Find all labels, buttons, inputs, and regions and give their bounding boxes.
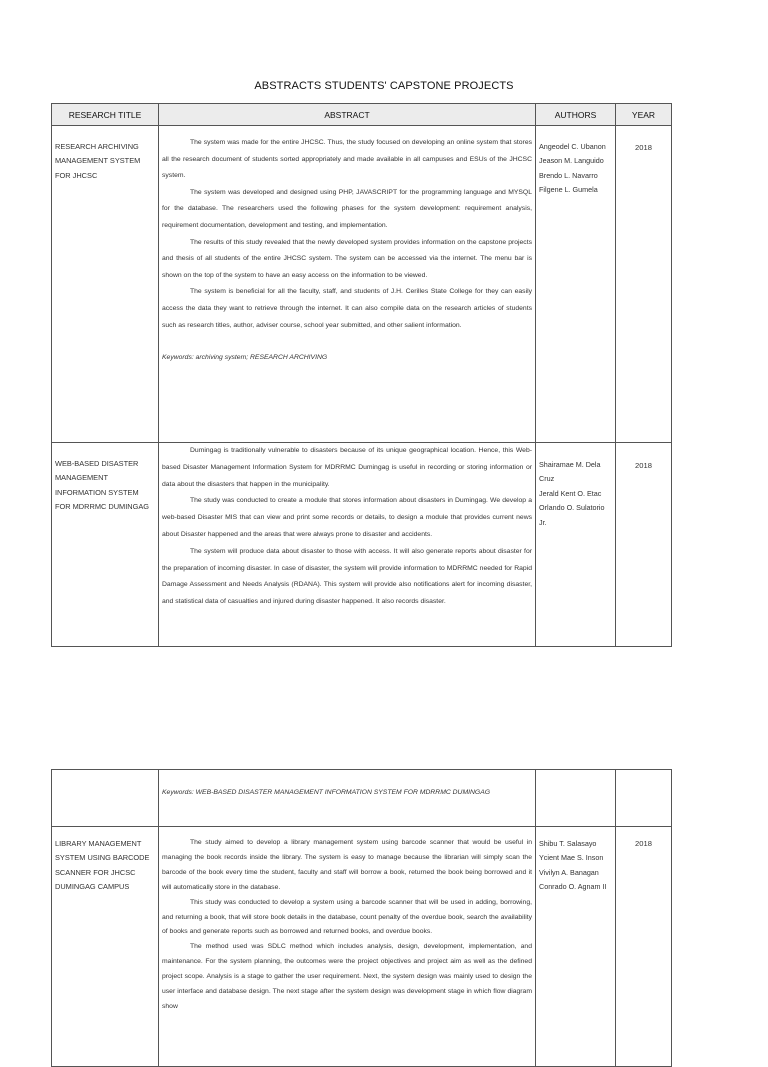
header-year: YEAR bbox=[616, 104, 672, 126]
year-cell bbox=[616, 443, 672, 647]
authors-cell bbox=[536, 443, 616, 647]
abstract-cell bbox=[159, 126, 536, 443]
abstract-paragraph: Dumingag is traditionally vulnerable to disasters because of its unique geographical location. Hence, this Web-based Disaster Management Information System for MDRRMC Dumingag is useful in recording or storing information or data about the disasters that happen in the municipality. bbox=[162, 447, 532, 488]
authors-cell bbox=[536, 827, 616, 1067]
capstone-table bbox=[51, 103, 672, 647]
header-abstract: ABSTRACT bbox=[159, 104, 536, 126]
page-title: ABSTRACTS STUDENTS' CAPSTONE PROJECTS bbox=[254, 80, 514, 92]
research-title: LIBRARY MANAGEMENT SYSTEM USING BARCODE SCANNER FOR JHCSC DUMINGAG CAMPUS bbox=[55, 839, 150, 892]
table-row bbox=[52, 770, 672, 827]
abstract-paragraph: The system was made for the entire JHCSC. Thus, the study focused on developing an online system that stores all the research document of students sorted appropriately and made available in all campuses and ESUs of the JHCSC system. bbox=[162, 139, 532, 180]
author-name: Jeason M. Languido bbox=[539, 156, 604, 166]
abstract-cell bbox=[159, 827, 536, 1067]
empty-cell bbox=[536, 770, 616, 827]
author-name: Brendo L. Navarro bbox=[539, 170, 598, 180]
author-name: Conrado O. Agnam II bbox=[539, 882, 607, 892]
research-title: WEB-BASED DISASTER MANAGEMENT INFORMATION SYSTEM FOR MDRRMC DUMINGAG bbox=[55, 459, 150, 512]
author-name: Angeodel C. Ubanon bbox=[539, 142, 606, 151]
abstract-paragraph: The system was developed and designed using PHP, JAVASCRIPT for the programming language and MYSQL for the database. The researchers used the following phases for the system development: requirement analysis, requirement documentation, development and testing, and implementation. bbox=[162, 188, 532, 229]
abstract-cell bbox=[159, 770, 536, 827]
abstract-paragraph: This study was conducted to develop a system using a barcode scanner that will be used in adding, borrowing, and returning a book, that will store book details in the database, count penalty of the overdue book, search the availability of books and generate reports such as borrowed and returned books, and overdue books. bbox=[162, 898, 532, 936]
year-cell bbox=[616, 827, 672, 1067]
table-row bbox=[52, 827, 672, 1067]
author-name: Shairamae M. Dela Cruz bbox=[539, 460, 601, 484]
header-research-title: RESEARCH TITLE bbox=[52, 104, 159, 126]
abstract-paragraph: The method used was SDLC method which includes analysis, design, development, implementation, and maintenance. For the system planning, the outcomes were the project objectives and project aim as well as the defined project scope. Analysis is a stage to gather the user requirement. Next, the system design was mainly used to design the user interface and database design. The next stage after the system design was development stage in which flow diagram show bbox=[162, 943, 532, 1010]
year-value: 2018 bbox=[635, 143, 652, 152]
abstract-keywords: Keywords: WEB-BASED DISASTER MANAGEMENT INFORMATION SYSTEM FOR MDRRMC DUMINGAG bbox=[162, 789, 491, 796]
abstract-paragraph: The system will produce data about disaster to those with access. It will also generate reports about disaster for the preparation of incoming disaster. In case of disaster, the system will provide information to MDRRMC needed for Rapid Damage Assessment and Needs Analysis (RDANA). This system will provide also notifications alert for incoming disaster, and statistical data of casualties and injured during disaster happened. It also records disaster. bbox=[162, 547, 532, 606]
abstract-paragraph: The study aimed to develop a library management system using barcode scanner that would be useful in managing the book records inside the library. The system is easy to manage because the librarian will simply scan the barcode of the book every time the student, faculty and staff will borrow a book, returned the book being borrowed and it will automatically store in the database. bbox=[162, 839, 532, 891]
abstract-paragraph: The system is beneficial for all the faculty, staff, and students of J.H. Cerilles State College for they can easily access the data they want to retrieve through the internet. It can also compile data on the research articles of students such as research titles, author, adviser course, school year submitted, and other salient information. bbox=[162, 288, 532, 329]
year-cell bbox=[616, 126, 672, 443]
author-name: Jerald Kent O. Etac bbox=[539, 488, 602, 498]
author-name: Ycient Mae S. Inson bbox=[539, 853, 604, 863]
author-name: Orlando O. Sulatorio Jr. bbox=[539, 503, 605, 527]
capstone-table-continued bbox=[51, 769, 672, 1067]
author-name: Filgene L. Gumela bbox=[539, 185, 598, 195]
research-title-cell bbox=[52, 126, 159, 443]
research-title-cell bbox=[52, 443, 159, 647]
research-title: RESEARCH ARCHIVING MANAGEMENT SYSTEM FOR JHCSC bbox=[55, 142, 141, 180]
table-header-row bbox=[52, 104, 672, 126]
table-row bbox=[52, 126, 672, 443]
abstract-cell bbox=[159, 443, 536, 647]
abstract-paragraph: The study was conducted to create a module that stores information about disasters in Dumingag. We develop a web-based Disaster MIS that can view and print some records or details, to design a module that provides current news about Disaster happened and the areas that were always prone to disaster and accidents. bbox=[162, 497, 532, 538]
year-value: 2018 bbox=[635, 839, 652, 848]
year-value: 2018 bbox=[635, 461, 652, 470]
author-name: Vivilyn A. Banagan bbox=[539, 867, 599, 877]
research-title-cell bbox=[52, 827, 159, 1067]
header-authors: AUTHORS bbox=[536, 104, 616, 126]
empty-cell bbox=[616, 770, 672, 827]
abstract-keywords: Keywords: archiving system; RESEARCH ARCHIVING bbox=[162, 354, 328, 362]
abstract-paragraph: The results of this study revealed that the newly developed system provides information on the capstone projects and thesis of all students of the entire JHCSC system. The system can be accessed via the internet. The menu bar is shown on the top of the system to have an easy access on the information to be viewed. bbox=[162, 238, 532, 279]
author-name: Shibu T. Salasayo bbox=[539, 839, 597, 848]
empty-cell bbox=[52, 770, 159, 827]
table-row bbox=[52, 443, 672, 647]
authors-cell bbox=[536, 126, 616, 443]
